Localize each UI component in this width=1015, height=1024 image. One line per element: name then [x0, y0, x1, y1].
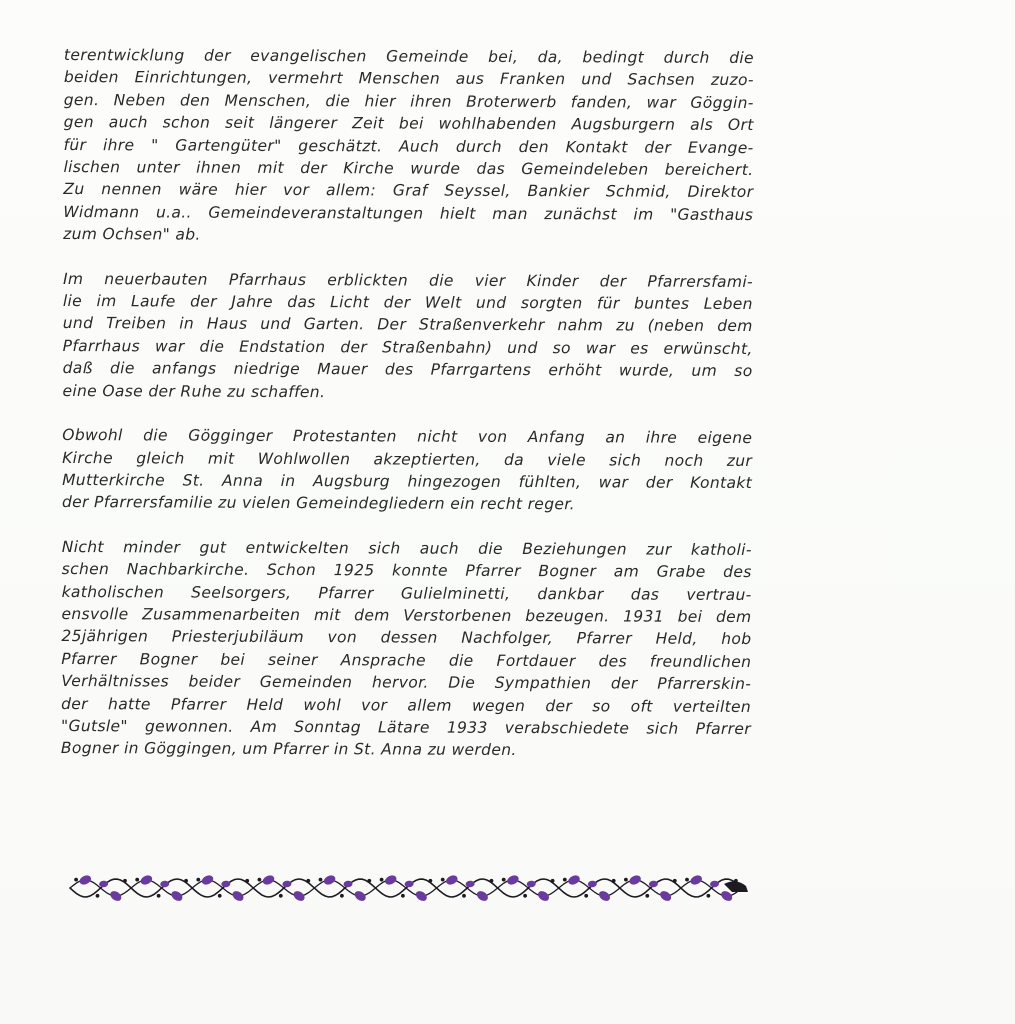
vine-leaf	[170, 889, 185, 903]
vine-leaf	[383, 874, 397, 887]
vine-leaf	[108, 889, 123, 903]
vine-dot	[441, 878, 445, 882]
vine-dot	[258, 878, 262, 882]
text-line: der Pfarrersfamilie zu vielen Gemeindegliedern ein recht reger.	[61, 493, 575, 514]
vine-dot	[380, 878, 384, 882]
vine-leaf	[628, 874, 642, 887]
vine-leaf	[78, 874, 92, 887]
text-line: Mutterkirche St. Anna in Augsburg hingezogen fühlten, war der Kontakt	[62, 470, 753, 492]
vine-leaf	[658, 889, 673, 903]
text-line: Verhältnisses beider Gemeinden hervor. Die Sympathien der Pfarrerskin-	[61, 672, 752, 694]
text-line: 25jährigen Priesterjubiläum von dessen Nachfolger, Pfarrer Held, hob	[61, 627, 752, 649]
vine-leaf	[689, 874, 703, 887]
vine-dot	[584, 894, 588, 898]
vine-dot	[279, 894, 283, 898]
text-line: schen Nachbarkirche. Schon 1925 konnte Pfarrer Bogner am Grabe des	[61, 560, 752, 582]
vine-dot	[367, 879, 371, 883]
vine-leaf	[414, 889, 429, 903]
vine-leaf	[445, 874, 459, 887]
vine-dot	[96, 894, 100, 898]
vine-leaf	[221, 880, 231, 887]
text-line: lie im Laufe der Jahre das Licht der Welt und sorgten für buntes Leben	[62, 292, 753, 314]
vine-leaf	[588, 880, 598, 887]
vine-dot	[123, 879, 127, 883]
text-line: zum Ochsen" ab.	[63, 225, 201, 244]
vine-leaf	[465, 880, 475, 887]
vine-dot	[612, 879, 616, 883]
vine-leaf	[200, 874, 214, 887]
text-line: Kirche gleich mit Wohlwollen akzeptierten, da viele sich noch zur	[62, 448, 753, 470]
vine-leaf	[506, 874, 520, 887]
vine-dot	[319, 878, 323, 882]
vine-leaf	[597, 889, 612, 903]
text-line: beiden Einrichtungen, vermehrt Menschen aus Franken und Sachsen zuzo-	[63, 68, 754, 90]
text-line: der hatte Pfarrer Held wohl vor allem wegen der so oft verteilten	[61, 694, 752, 716]
text-line: Im neuerbauten Pfarrhaus erblickten die vier Kinder der Pfarrersfami-	[62, 269, 754, 291]
vine-dot	[306, 879, 310, 883]
text-line: Nicht minder gut entwickelten sich auch die Beziehungen zur katholi-	[61, 537, 752, 559]
vine-dot	[429, 879, 433, 883]
text-line: und Treiben in Haus und Garten. Der Straßenverkehr nahm zu (neben dem	[62, 314, 753, 336]
paragraph-1	[63, 44, 754, 249]
vine-dot	[673, 879, 677, 883]
vine-leaf	[649, 880, 659, 887]
vine-dot	[245, 879, 249, 883]
vine-leaf	[404, 880, 414, 887]
vine-dot	[645, 894, 649, 898]
vine-dot	[184, 879, 188, 883]
text-line: Widmann u.a.. Gemeindeveranstaltungen hielt man zunächst im "Gasthaus	[63, 202, 754, 224]
text-line: Obwohl die Gögginger Protestanten nicht von Anfang an ihre eigene	[62, 426, 753, 448]
text-line: gen. Neben den Menschen, die hier ihren Broterwerb fanden, war Göggin-	[63, 90, 754, 112]
text-line: Pfarrer Bogner bei seiner Ansprache die Fortdauer des freundlichen	[61, 649, 752, 671]
vine-dot	[707, 894, 711, 898]
vine-dot	[74, 878, 78, 882]
vine-leaf	[567, 874, 581, 887]
vine-leaf	[475, 889, 490, 903]
text-line: ensvolle Zusammenarbeiten mit dem Verstorbenen bezeugen. 1931 bei dem	[61, 604, 752, 626]
vine-leaf	[160, 880, 170, 887]
vine-dot	[490, 879, 494, 883]
text-line: eine Oase der Ruhe zu schaffen.	[62, 381, 326, 401]
text-line: terentwicklung der evangelischen Gemeinde bei, da, bedingt durch die	[63, 45, 754, 68]
vine-leaf	[139, 874, 153, 887]
vine-leaf	[282, 880, 292, 887]
vine-dot	[563, 878, 567, 882]
vine-leaf	[99, 880, 109, 887]
vine-leaf	[292, 889, 307, 903]
text-line: daß die anfangs niedrige Mauer des Pfarrgartens erhöht wurde, um so	[62, 359, 753, 381]
vine-leaf	[353, 889, 368, 903]
vine-dot	[624, 878, 628, 882]
vine-dot	[685, 878, 689, 882]
vine-dot	[401, 894, 405, 898]
vine-dot	[551, 879, 555, 883]
paragraph-2	[62, 268, 753, 405]
text-line: für ihre " Gartengüter" geschätzt. Auch durch den Kontakt der Evange-	[63, 135, 754, 157]
vine-dot	[462, 894, 466, 898]
vine-dot	[135, 878, 139, 882]
text-line: "Gutsle" gewonnen. Am Sonntag Lätare 1933 verabschiedete sich Pfarrer	[60, 716, 752, 738]
vine-dot	[157, 894, 161, 898]
vine-dot	[340, 894, 344, 898]
vine-leaf	[231, 889, 246, 903]
text-line: gen auch schon seit längerer Zeit bei wohlhabenden Augsburgern als Ort	[63, 113, 754, 135]
vine-dot	[218, 894, 222, 898]
vine-leaf	[261, 874, 275, 887]
vine-dot	[734, 879, 738, 883]
paragraph-3	[62, 424, 752, 517]
text-line: Bogner in Göggingen, um Pfarrer in St. Anna zu werden.	[60, 739, 517, 760]
text-line: lischen unter ihnen mit der Kirche wurde das Gemeindeleben bereichert.	[63, 158, 754, 180]
vine-leaf	[710, 880, 720, 887]
vine-leaf	[526, 880, 536, 887]
text-line: Zu nennen wäre hier vor allem: Graf Seyssel, Bankier Schmid, Direktor	[63, 180, 754, 202]
body-text	[61, 44, 754, 785]
vine-leaf	[322, 874, 336, 887]
text-line: Pfarrhaus war die Endstation der Straßenbahn) und so war es erwünscht,	[62, 336, 753, 358]
vine-dot	[196, 878, 200, 882]
vine-end	[724, 881, 748, 892]
vine-border-icon	[64, 858, 754, 918]
vine-leaf	[536, 889, 551, 903]
vine-dot	[523, 894, 527, 898]
vine-dot	[502, 878, 506, 882]
text-line: katholischen Seelsorgers, Pfarrer Gulielminetti, dankbar das vertrau-	[61, 582, 752, 604]
paragraph-4	[61, 536, 752, 763]
